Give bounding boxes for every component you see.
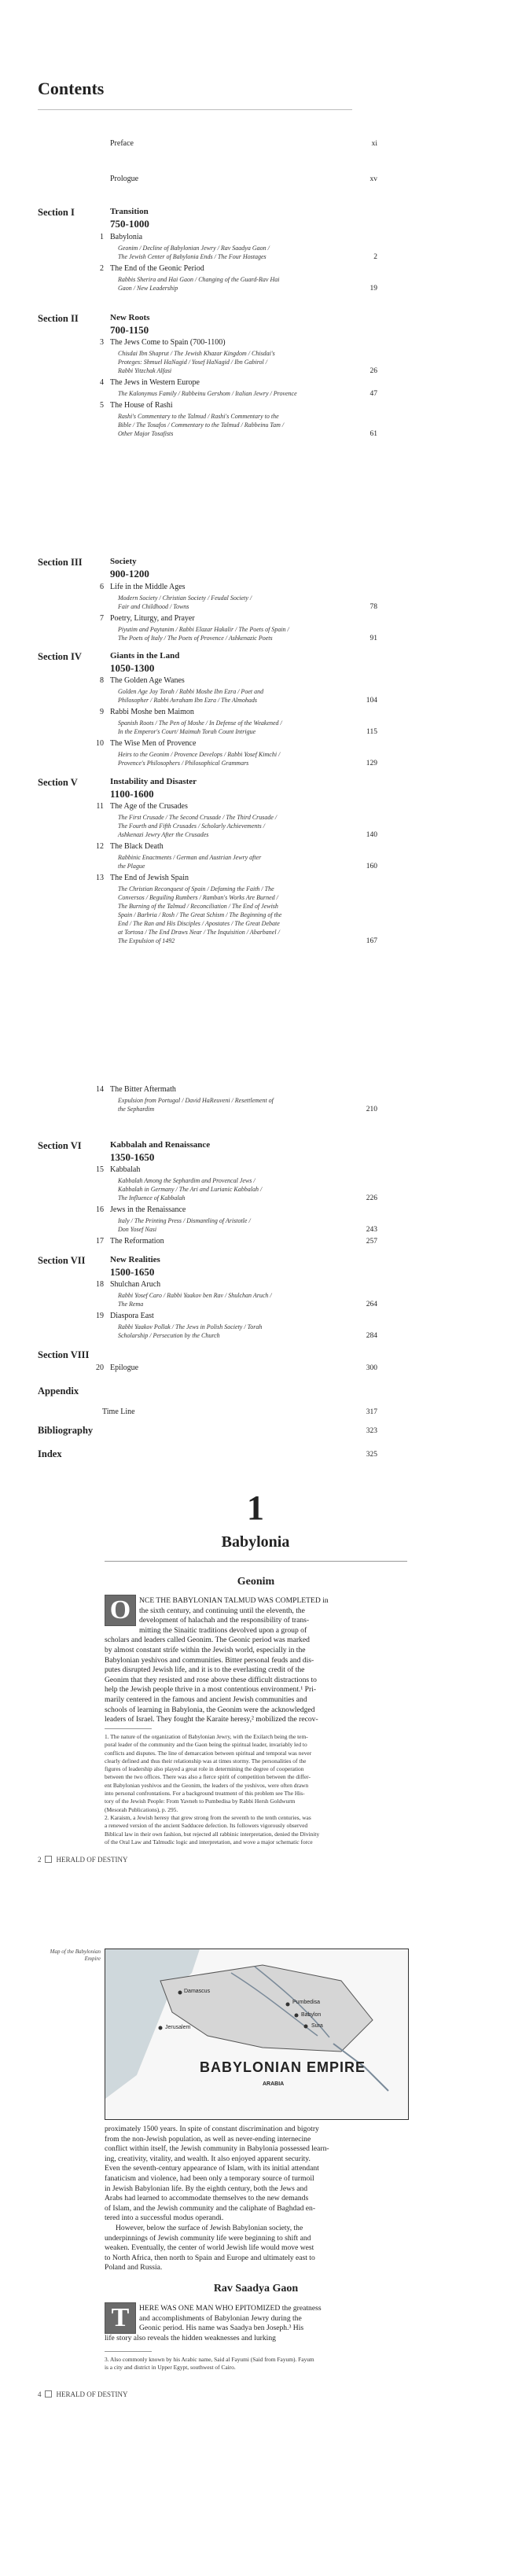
toc-subtopics: Rabbis Sherira and Hai Gaon / Changing of the Guard-Rav Hai bbox=[118, 276, 280, 283]
page-number: 167 bbox=[366, 937, 377, 945]
chapter-number: 8 bbox=[100, 676, 104, 685]
map-caption: Map of the Babylonian Empire bbox=[50, 1949, 101, 1962]
toc-subtopics: the Plague bbox=[118, 863, 145, 870]
toc-subtopics: Don Yosef Nasi bbox=[118, 1226, 157, 1233]
toc-index[interactable]: Index bbox=[38, 1448, 62, 1459]
toc-subtopics: End / The Ran and His Disciples / Apostates / The Great Debate bbox=[118, 920, 280, 927]
chapter-number: 18 bbox=[96, 1280, 104, 1289]
footnotes: 1. The nature of the organization of Babylonian Jewry, with the Exilarch being the tem- poral leader of the community and the Gaon being the spiritual leader, invariably led to conflicts and disputes. The line of demarcation between spiritual and temporal was never clearly defined and thus their relationship was at times stormy. The personalities of the figures of leadership also played a great role in determining the degree of cooperation between the two offices. There was also a fierce spirit of competition between the differ- ent Babylonian yeshivos and the Geonim, the leaders of the yeshivos, were often drawn into personal confrontations. For a background treatment of this problem see The His- tory of the Jewish People: From Yavneh to Pumbedisa by Rabbi Hersh Goldwurm (Mesorah Publications), p. 295. 2. Karaism, a Jewish heresy that grew strong from the seventh to the tenth centuries, was a renewed version of the ancient Sadducee defection. Its followers vigorously observed Biblical law in their own fashion, but rejected all rabbinic interpretation, denied the Divinity of the Oral Law and Talmudic logic and interpretation, and wove a major schematic force bbox=[105, 1733, 320, 1846]
section-title[interactable]: New Realities bbox=[110, 1255, 160, 1264]
toc-subtopics: Piyutim and Paytanim / Rabbi Elazar Hakalir / The Poets of Spain / bbox=[118, 626, 289, 633]
toc-chapter-title[interactable]: The Black Death bbox=[110, 842, 164, 851]
toc-subtopics: Kabbalah Among the Sephardim and Provencal Jews / bbox=[118, 1177, 256, 1184]
section-heading: Geonim bbox=[237, 1576, 275, 1588]
toc-subtopics: The Expulsion of 1492 bbox=[118, 937, 175, 944]
page-number: 129 bbox=[366, 760, 377, 767]
page-number: xi bbox=[371, 140, 377, 148]
section-label: Section IV bbox=[38, 651, 82, 662]
section-label: Section II bbox=[38, 313, 79, 324]
map-region-label: ARABIA bbox=[263, 2081, 285, 2087]
toc-chapter-title[interactable]: The Jews Come to Spain (700-1100) bbox=[110, 338, 226, 347]
chapter-number: 5 bbox=[100, 401, 104, 410]
toc-subtopics: Ashkenazi Jewry After the Crusades bbox=[118, 831, 209, 838]
chapter-number: 11 bbox=[96, 802, 104, 811]
babylonian-empire-map bbox=[105, 1949, 408, 2119]
map-label: Babylon bbox=[301, 2012, 322, 2018]
toc-chapter-title[interactable]: The Reformation bbox=[110, 1237, 164, 1246]
section-dates: 700-1150 bbox=[110, 324, 149, 336]
toc-subtopics: Rabbi Yaakov Pollak / The Jews in Polish Society / Torah bbox=[118, 1323, 263, 1330]
toc-subtopics: Bible / The Tosafos / Commentary to the Talmud / Rabbeinu Tam / bbox=[118, 421, 285, 429]
section-title[interactable]: Transition bbox=[110, 207, 149, 216]
toc-subtopics: Other Major Tosafists bbox=[118, 430, 174, 437]
page-number: 26 bbox=[369, 367, 377, 375]
section-title[interactable]: Society bbox=[110, 557, 137, 566]
city-marker bbox=[304, 2025, 308, 2029]
toc-chapter-title[interactable]: Life in the Middle Ages bbox=[110, 583, 186, 591]
toc-subtopics: Rashi's Commentary to the Talmud / Rashi's Commentary to the bbox=[118, 413, 279, 420]
drop-cap: T bbox=[105, 2302, 136, 2334]
chapter-number: 19 bbox=[96, 1312, 104, 1320]
map-label: Damascus bbox=[184, 1989, 211, 1994]
toc-subtopics: Fair and Childhood / Towns bbox=[118, 603, 189, 610]
footer-page-number: 2 bbox=[38, 1856, 42, 1864]
chapter-number-large: 1 bbox=[247, 1489, 264, 1527]
footer-page-number: 4 bbox=[38, 2390, 42, 2398]
page-number: 284 bbox=[366, 1332, 377, 1340]
page-number: 78 bbox=[369, 603, 377, 611]
page-number: 91 bbox=[369, 635, 377, 642]
toc-subtopics: The Influence of Kabbalah bbox=[118, 1194, 186, 1202]
chapter-number: 2 bbox=[100, 264, 104, 273]
page-footer bbox=[38, 2390, 128, 2398]
toc-subtopics: Kabbalah in Germany / The Ari and Lurianic Kabbalah / bbox=[118, 1186, 263, 1193]
toc-subtopics: The First Crusade / The Second Crusade / The Third Crusade / bbox=[118, 814, 278, 821]
page-number: 317 bbox=[366, 1408, 377, 1416]
page-number: 300 bbox=[366, 1364, 377, 1372]
toc-subtopics: The Fourth and Fifth Crusades / Scholarly Achievements / bbox=[118, 822, 265, 830]
drop-cap: O bbox=[105, 1595, 136, 1626]
page-number: 47 bbox=[369, 390, 377, 398]
page-number: 104 bbox=[366, 697, 377, 705]
page-number: 19 bbox=[369, 285, 377, 293]
section-dates: 1050-1300 bbox=[110, 662, 155, 674]
toc-subtopics: Chisdai Ibn Shaprut / The Jewish Khazar Kingdom / Chisdai's bbox=[118, 350, 275, 357]
chapter-number: 3 bbox=[100, 338, 104, 347]
toc-chapter-title[interactable]: Babylonia bbox=[110, 233, 143, 241]
footnote-rule bbox=[105, 1728, 152, 1729]
city-marker bbox=[286, 2003, 290, 2007]
section-title[interactable]: Kabbalah and Renaissance bbox=[110, 1140, 211, 1150]
section-label: Section VI bbox=[38, 1140, 82, 1151]
toc-subtopics: The Burning of the Talmud / Reconciliation / The End of Jewish bbox=[118, 903, 278, 910]
toc-subtopics: Philosopher / Rabbi Avraham Ibn Ezra / The Almohads bbox=[118, 697, 258, 704]
toc-subtopics: Rabbinic Enactments / German and Austrian Jewry after bbox=[118, 854, 262, 861]
toc-chapter-title[interactable]: The Bitter Aftermath bbox=[110, 1085, 176, 1094]
footer-square-icon bbox=[45, 1856, 52, 1863]
section-label: Section VIII bbox=[38, 1349, 90, 1360]
toc-chapter-title[interactable]: The House of Rashi bbox=[110, 401, 173, 410]
toc-subtopics: at Tortosa / The End Draws Near / The Inquisition / Abarbanel / bbox=[118, 929, 280, 936]
toc-chapter-title[interactable]: The End of Jewish Spain bbox=[110, 874, 189, 882]
divider bbox=[38, 109, 352, 110]
toc-subtopics: The Rema bbox=[118, 1301, 144, 1308]
toc-subtopics: Provence's Philosophers / Philosophical Grammars bbox=[118, 760, 249, 767]
toc-subtopics: Expulsion from Portugal / David HaReuveni / Resettlement of bbox=[118, 1097, 274, 1104]
chapter-number: 6 bbox=[100, 583, 104, 591]
toc-chapter-title[interactable]: Jews in the Renaissance bbox=[110, 1205, 186, 1214]
toc-subtopics: Gaon / New Leadership bbox=[118, 285, 178, 292]
section-label: Section III bbox=[38, 557, 83, 568]
toc-chapter-title[interactable]: The End of the Geonic Period bbox=[110, 264, 204, 273]
toc-chapter-title[interactable]: The Age of the Crusades bbox=[110, 802, 188, 811]
map-label: Pumbedisa bbox=[292, 2000, 321, 2005]
toc-subtopics: The Jewish Center of Babylonia Ends / The Four Hostages bbox=[118, 253, 267, 260]
page-number: 264 bbox=[366, 1301, 377, 1308]
section-dates: 1100-1600 bbox=[110, 788, 154, 800]
section-dates: 750-1000 bbox=[110, 218, 149, 230]
toc-subtopics: Spanish Roots / The Pen of Moshe / In Defense of the Weakened / bbox=[118, 719, 282, 727]
page-number: 210 bbox=[366, 1106, 377, 1113]
toc-timeline[interactable]: Time Line bbox=[102, 1408, 135, 1416]
section-label: Section V bbox=[38, 777, 78, 788]
chapter-number: 4 bbox=[100, 378, 104, 387]
page-number: 115 bbox=[366, 728, 377, 736]
chapter-number: 14 bbox=[96, 1085, 104, 1094]
body-paragraph: NCE THE BABYLONIAN TALMUD WAS COMPLETED in the sixth century, and continuing until the eleventh, the development of halachah and the responsibility of trans- mitting the Sinaitic traditions devolved upon a group of scholars and leaders called Geonim. The Geonic period was marked by almost constant strife within the Jewish world, especially in the Babylonian yeshivos and communities. Bitter personal feuds and dis- putes disrupted Jewish life, and it is to the everlasting credit of the Geonim that they resisted and rose above these difficult distractions to help the Jewish people thrive in a most contentious environment.¹ Pri- marily centered in the famous and ancient Jewish communities and schools of learning in Babylonia, the Geonim were the acknowledged leaders of Israel. They fought the Karaite heresy,² mobilized the recov- bbox=[105, 1596, 329, 1724]
toc-subtopics: The Christian Reconquest of Spain / Defaming the Faith / The bbox=[118, 885, 274, 892]
page-number: 323 bbox=[366, 1427, 377, 1435]
toc-subtopics: Geonim / Decline of Babylonian Jewry / Rav Saadya Gaon / bbox=[118, 245, 270, 252]
toc-subtopics: Spain / Barbria / Rosh / The Great Schism / The Beginning of the bbox=[118, 911, 282, 918]
contents-title: Contents bbox=[38, 79, 105, 98]
toc-subtopics: Modern Society / Christian Society / Feudal Society / bbox=[118, 594, 252, 602]
chapter-number: 12 bbox=[96, 842, 104, 851]
page-number: 226 bbox=[366, 1194, 377, 1202]
chapter-title: Babylonia bbox=[221, 1533, 290, 1551]
toc-subtopics: Rabbi Yosef Caro / Rabbi Yaakov ben Rav / Shulchan Aruch / bbox=[118, 1292, 272, 1299]
map-label: Jerusalem bbox=[165, 2025, 191, 2030]
toc-chapter-title[interactable]: Kabbalah bbox=[110, 1165, 141, 1174]
footer-book-title: HERALD OF DESTINY bbox=[56, 1856, 128, 1864]
toc-subtopics: Heirs to the Geonim / Provence Develops / Rabbi Yosef Kimchi / bbox=[118, 751, 281, 758]
section-heading: Rav Saadya Gaon bbox=[213, 2283, 299, 2294]
toc-subtopics: Conversos / Beguiling Rumbers / Ramban's Works Are Burned / bbox=[118, 894, 278, 901]
footer-book-title: HERALD OF DESTINY bbox=[56, 2390, 128, 2398]
section-title[interactable]: New Roots bbox=[110, 313, 150, 322]
page-number: xv bbox=[369, 175, 377, 183]
chapter-number: 1 bbox=[100, 233, 104, 241]
toc-chapter-title[interactable]: Poetry, Liturgy, and Prayer bbox=[110, 614, 195, 623]
toc-subtopics: Proteges: Shmuel HaNagid / Yosef HaNagid / Ibn Gabirol / bbox=[118, 359, 267, 366]
page-number: 2 bbox=[373, 253, 377, 261]
chapter-number: 13 bbox=[96, 874, 104, 882]
toc-preface[interactable]: Preface bbox=[110, 139, 134, 148]
footer-square-icon bbox=[45, 2390, 52, 2398]
city-marker bbox=[178, 1991, 182, 1995]
chapter-number: 20 bbox=[96, 1363, 104, 1372]
page-number: 160 bbox=[366, 863, 377, 870]
chapter-number: 17 bbox=[96, 1237, 104, 1246]
chapter-number: 10 bbox=[96, 739, 104, 748]
section-label: Section I bbox=[38, 207, 75, 218]
body-paragraph: HERE WAS ONE MAN WHO EPITOMIZED the greatness and accomplishments of Babylonian Jewry during the Geonic period. His name was Saadya ben Joseph.³ His life story also reveals the hidden weaknesses and lurking bbox=[105, 2304, 322, 2342]
toc-chapter-title[interactable]: The Golden Age Wanes bbox=[110, 676, 185, 685]
map-label: Sura bbox=[311, 2023, 323, 2029]
toc-chapter-title[interactable]: The Jews in Western Europe bbox=[110, 378, 200, 387]
toc-chapter-title[interactable]: Shulchan Aruch bbox=[110, 1280, 161, 1289]
footnotes: 3. Also commonly known by his Arabic name, Said al Fayumi (Said from Fayum). Fayum is a city and district in Upper Egypt, southwest of Cairo. bbox=[105, 2356, 314, 2372]
toc-chapter-title[interactable]: The Wise Men of Provence bbox=[110, 739, 197, 748]
toc-bibliography[interactable]: Bibliography bbox=[38, 1425, 94, 1436]
toc-chapter-title[interactable]: Rabbi Moshe ben Maimon bbox=[110, 708, 194, 716]
map-title: BABYLONIAN EMPIRE bbox=[200, 2059, 366, 2075]
toc-chapter-title[interactable]: Diaspora East bbox=[110, 1312, 154, 1320]
city-marker bbox=[295, 2014, 299, 2018]
divider bbox=[105, 1561, 407, 1562]
body-paragraph: proximately 1500 years. In spite of constant discrimination and bigotry from the non-Jewish population, as well as never-ending internecine conflict within itself, the Jewish community in Babylonia possessed learn- ing, creativity, vitality, and wealth. It also enjoyed apparent security. Even the seventh-century appearance of Islam, with its initial attendant fanaticism and violence, had been only a temporary source of turmoil in Jewish Babylonian life. By the eighth century, both the Jews and Arabs had learned to accommodate themselves to the new demands of Islam, and the Jewish community and the caliphate of Baghdad en- tered into a successful modus operandi. However, below the surface of Jewish Babylonian society, the underpinnings of Jewish community life were beginning to shift and weaken. Eventually, the center of world Jewish life would move west to North Africa, then north to Spain and Europe and ultimately east to Poland and Russia. bbox=[105, 2125, 329, 2272]
page-footer bbox=[38, 1856, 128, 1864]
section-dates: 1500-1650 bbox=[110, 1266, 155, 1278]
toc-subtopics: Italy / The Printing Press / Dismantling of Aristotle / bbox=[118, 1217, 251, 1224]
chapter-number: 15 bbox=[96, 1165, 104, 1174]
toc-chapter-title[interactable]: Epilogue bbox=[110, 1363, 139, 1372]
toc-subtopics: the Sephardim bbox=[118, 1106, 155, 1113]
chapter-number: 16 bbox=[96, 1205, 104, 1214]
toc-appendix[interactable]: Appendix bbox=[38, 1386, 79, 1397]
toc-subtopics: Scholarship / Persecution by the Church bbox=[118, 1332, 220, 1339]
chapter-number: 7 bbox=[100, 614, 104, 623]
toc-subtopics: The Poets of Italy / The Poets of Provence / Ashkenazic Poets bbox=[118, 635, 273, 642]
page-number: 140 bbox=[366, 831, 377, 839]
page-number: 325 bbox=[366, 1451, 377, 1459]
footnote-rule bbox=[105, 2351, 152, 2352]
toc-prologue[interactable]: Prologue bbox=[110, 175, 139, 183]
section-label: Section VII bbox=[38, 1255, 86, 1266]
page-number: 61 bbox=[369, 430, 377, 438]
page-number: 243 bbox=[366, 1226, 377, 1234]
toc-subtopics: Rabbi Yitzchak Alfasi bbox=[118, 367, 172, 374]
chapter-number: 9 bbox=[100, 708, 104, 716]
section-title[interactable]: Giants in the Land bbox=[110, 651, 180, 661]
section-dates: 900-1200 bbox=[110, 568, 149, 580]
toc-subtopics: In the Emperor's Court/ Maimuh Torah Count Intrigue bbox=[118, 728, 256, 735]
section-title[interactable]: Instability and Disaster bbox=[110, 777, 197, 786]
toc-subtopics: The Kalonymus Family / Rabbeinu Gershom / Italian Jewry / Provence bbox=[118, 390, 297, 397]
section-dates: 1350-1650 bbox=[110, 1151, 155, 1163]
city-marker bbox=[159, 2026, 163, 2030]
toc-subtopics: Golden Age Joy Torah / Rabbi Moshe Ibn Ezra / Poet and bbox=[118, 688, 264, 695]
page-number: 257 bbox=[366, 1238, 377, 1246]
map-figure bbox=[105, 1949, 409, 2120]
